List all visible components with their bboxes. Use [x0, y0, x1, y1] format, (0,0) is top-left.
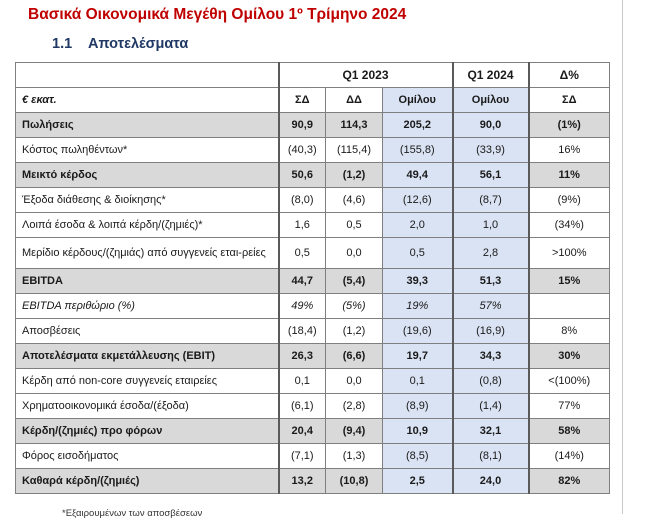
table-cell: 24,0 — [453, 469, 529, 494]
table-cell: 32,1 — [453, 419, 529, 444]
table-cell: 2,0 — [383, 213, 453, 238]
table-cell: (115,4) — [326, 138, 383, 163]
table-cell: 1,0 — [453, 213, 529, 238]
page-title: Βασικά Οικονομικά Μεγέθη Ομίλου 1º Τρίμηνο 2024 — [28, 6, 407, 23]
table-cell: (7,1) — [279, 444, 326, 469]
table-cell: (19,6) — [383, 319, 453, 344]
row-label: Κόστος πωληθέντων* — [16, 138, 279, 163]
table-cell: 49,4 — [383, 163, 453, 188]
row-label: EBITDA — [16, 269, 279, 294]
table-cell: >100% — [529, 238, 610, 269]
table-cell: (8,9) — [383, 394, 453, 419]
table-cell: (33,9) — [453, 138, 529, 163]
table-row — [16, 419, 610, 444]
table-row — [16, 394, 610, 419]
table-cell: 205,2 — [383, 113, 453, 138]
table-cell: (6,6) — [326, 344, 383, 369]
row-label: Μερίδιο κέρδους/(ζημιάς) από συγγενείς εται-ρείες — [16, 238, 279, 269]
table-cell: 82% — [529, 469, 610, 494]
table-cell: (12,6) — [383, 188, 453, 213]
table-cell: 2,5 — [383, 469, 453, 494]
table-cell: (1,2) — [326, 163, 383, 188]
table-cell: (10,8) — [326, 469, 383, 494]
row-label: Χρηματοοικονομικά έσοδα/(έξοδα) — [16, 394, 279, 419]
col-header: ΣΔ — [529, 88, 610, 113]
table-cell: 13,2 — [279, 469, 326, 494]
row-label: Φόρος εισοδήματος — [16, 444, 279, 469]
table-cell: 49% — [279, 294, 326, 319]
table-cell: 8% — [529, 319, 610, 344]
table-cell: 50,6 — [279, 163, 326, 188]
row-label: Αποτελέσματα εκμετάλλευσης (EBIT) — [16, 344, 279, 369]
table-cell: 0,5 — [326, 213, 383, 238]
table-cell: 0,0 — [326, 238, 383, 269]
table-cell: 15% — [529, 269, 610, 294]
unit-label: € εκατ. — [16, 88, 279, 113]
table-cell: (8,1) — [453, 444, 529, 469]
table-row — [16, 188, 610, 213]
table-cell: (155,8) — [383, 138, 453, 163]
table-cell: (6,1) — [279, 394, 326, 419]
table-cell: 57% — [453, 294, 529, 319]
table-cell: (1%) — [529, 113, 610, 138]
table-cell: (40,3) — [279, 138, 326, 163]
section-heading — [52, 36, 188, 52]
row-label: Κέρδη/(ζημιές) προ φόρων — [16, 419, 279, 444]
row-label: Καθαρά κέρδη/(ζημιές) — [16, 469, 279, 494]
table-row — [16, 213, 610, 238]
table-cell — [529, 294, 610, 319]
table-cell: 30% — [529, 344, 610, 369]
table-cell: 16% — [529, 138, 610, 163]
table-cell: (1,3) — [326, 444, 383, 469]
table-row — [16, 369, 610, 394]
table-cell: 114,3 — [326, 113, 383, 138]
table-cell: 1,6 — [279, 213, 326, 238]
table-cell: (8,5) — [383, 444, 453, 469]
table-cell: 34,3 — [453, 344, 529, 369]
table-cell: 90,9 — [279, 113, 326, 138]
table-cell: 90,0 — [453, 113, 529, 138]
table-cell: (8,7) — [453, 188, 529, 213]
table-cell: 0,0 — [326, 369, 383, 394]
table-cell: <(100%) — [529, 369, 610, 394]
footnote: *Εξαιρουμένων των αποσβέσεων — [62, 508, 203, 519]
table-cell: 26,3 — [279, 344, 326, 369]
row-label: Έξοδα διάθεσης & διοίκησης* — [16, 188, 279, 213]
results-table — [15, 62, 610, 494]
table-cell: 19% — [383, 294, 453, 319]
table-cell: (2,8) — [326, 394, 383, 419]
table-cell: (9,4) — [326, 419, 383, 444]
table-row — [16, 163, 610, 188]
table-cell: (1,2) — [326, 319, 383, 344]
table-cell: 77% — [529, 394, 610, 419]
table-cell: (16,9) — [453, 319, 529, 344]
table-cell: (4,6) — [326, 188, 383, 213]
table-cell: (34%) — [529, 213, 610, 238]
table-cell: 58% — [529, 419, 610, 444]
table-cell: 56,1 — [453, 163, 529, 188]
header-spacer — [16, 63, 279, 88]
table-cell: 2,8 — [453, 238, 529, 269]
table-cell: (9%) — [529, 188, 610, 213]
table-row — [16, 469, 610, 494]
col-header: Ομίλου — [383, 88, 453, 113]
table-row — [16, 113, 610, 138]
table-cell: 0,5 — [383, 238, 453, 269]
table-cell: 0,1 — [383, 369, 453, 394]
row-label: Αποσβέσεις — [16, 319, 279, 344]
row-label: EBITDA περιθώριο (%) — [16, 294, 279, 319]
row-label: Πωλήσεις — [16, 113, 279, 138]
col-header: Ομίλου — [453, 88, 529, 113]
table-row — [16, 138, 610, 163]
table-cell: (18,4) — [279, 319, 326, 344]
table-cell: 11% — [529, 163, 610, 188]
margin-line — [622, 0, 623, 514]
table-cell: 0,5 — [279, 238, 326, 269]
section-number: 1.1 — [52, 36, 73, 52]
table-cell: 0,1 — [279, 369, 326, 394]
row-label: Κέρδη από non-core συγγενείς εταιρείες — [16, 369, 279, 394]
table-cell: 51,3 — [453, 269, 529, 294]
table-row — [16, 344, 610, 369]
table-cell: 20,4 — [279, 419, 326, 444]
group-header-row — [16, 63, 610, 88]
table-cell: 19,7 — [383, 344, 453, 369]
table-row — [16, 294, 610, 319]
row-label: Λοιπά έσοδα & λοιπά κέρδη/(ζημιές)* — [16, 213, 279, 238]
table-cell: 39,3 — [383, 269, 453, 294]
row-label: Μεικτό κέρδος — [16, 163, 279, 188]
table-cell: 44,7 — [279, 269, 326, 294]
col-header: ΔΔ — [326, 88, 383, 113]
table-cell: 10,9 — [383, 419, 453, 444]
table-cell: (14%) — [529, 444, 610, 469]
table-row — [16, 319, 610, 344]
q1-2023-header: Q1 2023 — [279, 63, 453, 88]
table-row — [16, 269, 610, 294]
pct-change-header: Δ% — [529, 63, 610, 88]
table-cell: (5%) — [326, 294, 383, 319]
column-header-row — [16, 88, 610, 113]
section-title: Αποτελέσματα — [88, 36, 189, 52]
table-cell: (0,8) — [453, 369, 529, 394]
table-cell: (8,0) — [279, 188, 326, 213]
table-row — [16, 238, 610, 269]
q1-2024-header: Q1 2024 — [453, 63, 529, 88]
table-cell: (1,4) — [453, 394, 529, 419]
table-row — [16, 444, 610, 469]
table-cell: (5,4) — [326, 269, 383, 294]
col-header: ΣΔ — [279, 88, 326, 113]
